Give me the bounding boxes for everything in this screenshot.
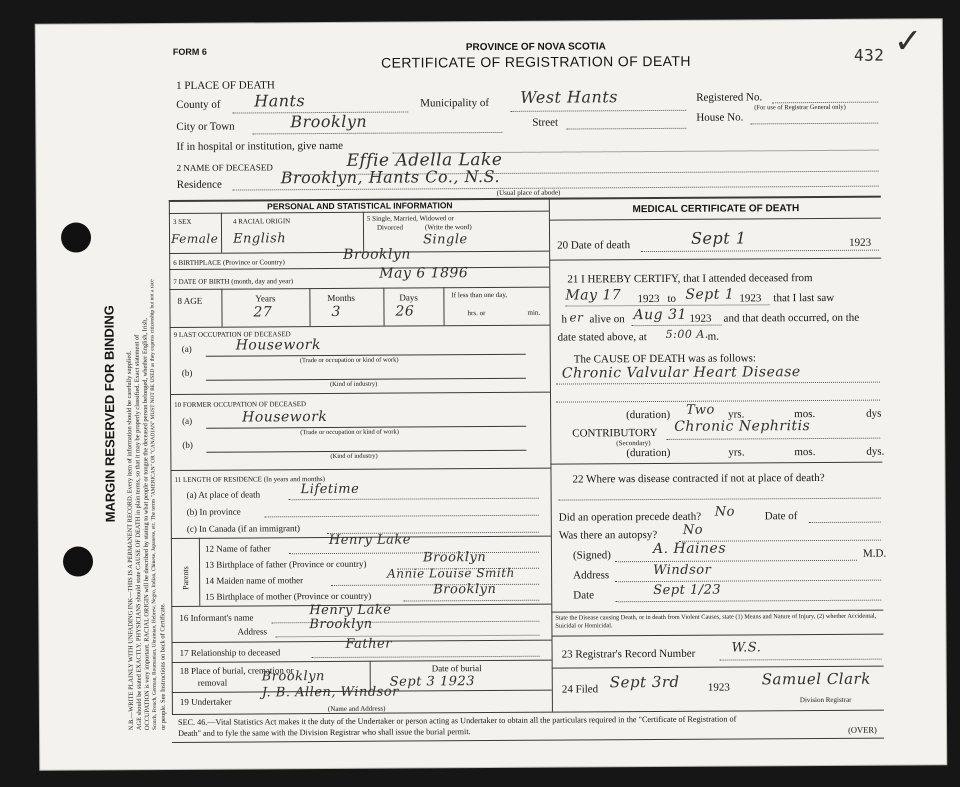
operation-label: Did an operation precede death? xyxy=(558,510,702,524)
sec46-line-2: Death" and to fyle the same with the Division Registrar who shall issue the burial permit. xyxy=(178,727,471,738)
undertaker-note: (Name and Address) xyxy=(327,704,386,714)
date-stated-text: date stated above, at xyxy=(557,331,647,344)
place-of-death-label: 1 PLACE OF DEATH xyxy=(176,79,275,92)
record-number-value: W.S. xyxy=(731,640,762,656)
date-of-birth-label: 7 DATE OF BIRTH (month, day and year) xyxy=(173,277,294,286)
alive-on-value: Aug 31 xyxy=(633,306,687,324)
length-of-residence-label: 11 LENGTH OF RESIDENCE (In years and months) xyxy=(174,475,325,484)
name-of-deceased-value: Effie Adella Lake xyxy=(346,149,503,171)
informant-name-label: 16 Informant's name xyxy=(179,612,254,623)
months-value: 3 xyxy=(331,303,341,320)
duration-dys-2: dys. xyxy=(866,445,885,458)
contributory-label: CONTRIBUTORY xyxy=(572,426,658,440)
residence-note: (Usual place of abode) xyxy=(496,188,561,197)
alive-prefix: h xyxy=(561,313,568,326)
birthplace-value: Brooklyn xyxy=(343,246,411,263)
cause-of-death-label: The CAUSE OF DEATH was as follows: xyxy=(573,352,756,366)
former-occupation-value: Housework xyxy=(242,409,328,426)
medical-heading: MEDICAL CERTIFICATE OF DEATH xyxy=(632,203,800,216)
attended-to-value: Sept 1 xyxy=(685,286,735,303)
registered-no-note: (For use of Registrar General only) xyxy=(754,103,846,112)
burial-place-label-2: removal xyxy=(197,677,228,688)
mother-name-value: Annie Louise Smith xyxy=(387,565,515,581)
mother-name-label: 14 Maiden name of mother xyxy=(205,575,304,586)
burial-place-value: Brooklyn xyxy=(261,669,325,685)
secondary-note: (Secondary) xyxy=(616,439,651,448)
certificate-date-label: Date xyxy=(573,589,595,602)
former-occupation-a: (a) xyxy=(182,415,193,426)
alive-on-year: 1923 xyxy=(689,312,712,325)
days-value: 26 xyxy=(395,303,415,320)
months-label: Months xyxy=(327,292,355,303)
physician-address-label: Address xyxy=(573,569,610,582)
father-birthplace-value: Brooklyn xyxy=(422,550,487,566)
mother-birthplace-label: 15 Birthplace of mother (Province or country) xyxy=(205,590,372,602)
duration-mos-2: mos. xyxy=(794,446,816,459)
former-industry-note: (Kind of industry) xyxy=(330,452,378,460)
municipality-value: West Hants xyxy=(520,87,619,107)
city-value: Brooklyn xyxy=(290,111,368,132)
undertaker-label: 19 Undertaker xyxy=(179,696,232,707)
in-province-label: (b) In province xyxy=(186,506,241,517)
attended-from-year: 1923 xyxy=(637,292,660,306)
filed-label: 24 Filed xyxy=(561,683,599,696)
over-label: (OVER) xyxy=(848,724,877,735)
registered-no-label: Registered No. xyxy=(696,91,763,104)
last-occupation-b: (b) xyxy=(181,367,193,378)
margin-instructions-4: Scotch, French, German, Roumanian, Ukrainian, Hebrew, Negro, Indian, Chinese, Japanese, etc. The terms "AMERICAN" OR "CANADIAN" MUST NOT BE USED as they express citizenship but not a race xyxy=(149,279,159,731)
alive-on-label: alive on xyxy=(589,313,625,326)
physician-address-value: Windsor xyxy=(653,562,712,579)
attended-from-value: May 17 xyxy=(565,287,622,304)
alive-fill: er xyxy=(569,310,584,325)
violent-causes-note: State the Disease causing Death, or in death from Violent Causes, state (1) Means and Nature of Injury, (2) whether Accidental, Suicidal or Homicidal. xyxy=(555,612,877,630)
years-label: Years xyxy=(255,293,276,304)
last-saw-label: that I last saw xyxy=(773,291,835,305)
birthplace-label: 6 BIRTHPLACE (Province or Country) xyxy=(173,258,285,267)
duration-dys: dys xyxy=(866,407,882,420)
marital-label-1: 5 Single, Married, Widowed or xyxy=(366,214,455,223)
place-of-death-residence-label: (a) At place of death xyxy=(186,489,261,500)
margin-instructions-3: OCCUPATION is very important. RACIAL ORIGIN will be described by stating to what people or tongue the deceased person belonged, whether English, Irish, xyxy=(141,318,152,731)
relationship-value: Father xyxy=(345,636,392,652)
date-of-death-year: 1923 xyxy=(849,236,872,249)
binding-hole-top xyxy=(61,222,91,252)
record-number-label: 23 Registrar's Record Number xyxy=(561,647,696,661)
md-label: M.D. xyxy=(862,547,887,560)
filed-year: 1923 xyxy=(707,681,730,694)
filed-value: Sept 3rd xyxy=(609,672,680,692)
father-birthplace-label: 13 Birthplace of father (Province or country) xyxy=(205,558,367,570)
mother-birthplace-value: Brooklyn xyxy=(433,581,497,598)
informant-address-value: Brooklyn xyxy=(309,616,373,633)
page-number: 432 xyxy=(853,45,885,65)
former-trade-note: (Trade or occupation or kind of work) xyxy=(300,428,399,437)
informant-address-label: Address xyxy=(237,626,267,637)
autopsy-label: Was there an autopsy? xyxy=(558,528,658,542)
municipality-label: Municipality of xyxy=(420,97,490,110)
last-occupation-value: Housework xyxy=(235,337,321,354)
certificate-paper xyxy=(36,19,947,770)
duration-label: (duration) xyxy=(626,408,671,422)
name-of-deceased-label: 2 NAME OF DECEASED xyxy=(176,162,273,173)
signed-value: A. Haines xyxy=(652,540,727,558)
marital-value: Single xyxy=(423,232,468,248)
burial-date-label: Date of burial xyxy=(431,663,482,674)
last-occupation-label: 9 LAST OCCUPATION OF DECEASED xyxy=(173,330,291,339)
contributory-value: Chronic Nephritis xyxy=(674,418,811,435)
duration-yrs-2: yrs. xyxy=(728,446,745,459)
margin-instructions-2: AGE should be stated EXACTLY. PHYSICIANS should state CAUSE OF DEATH in plain terms, so that it may be properly classified. Exact statement of xyxy=(133,334,144,731)
hospital-label: If in hospital or institution, give name xyxy=(176,139,344,153)
cause-of-death-value: Chronic Valvular Heart Disease xyxy=(561,364,801,382)
county-label: County of xyxy=(176,98,221,111)
certificate-date-value: Sept 1/23 xyxy=(653,582,722,599)
marital-label-2: Divorced xyxy=(376,223,404,232)
marital-label-3: (Write the word) xyxy=(424,223,472,232)
signed-label: (Signed) xyxy=(572,549,611,562)
relationship-label: 17 Relationship to deceased xyxy=(179,647,281,658)
last-trade-note: (Trade or occupation or kind of work) xyxy=(299,356,399,365)
duration-mos: mos. xyxy=(794,408,816,421)
contracted-label: 22 Where was disease contracted if not at place of death? xyxy=(572,471,825,486)
burial-place-label-1: 18 Place of burial, cremation or xyxy=(179,665,294,676)
date-of-death-value: Sept 1 xyxy=(690,228,747,248)
form-number: FORM 6 xyxy=(172,46,207,57)
sex-value: Female xyxy=(171,231,219,246)
in-canada-label: (c) In Canada (if an immigrant) xyxy=(186,523,301,534)
last-occupation-a: (a) xyxy=(181,343,192,354)
less-than-day-label: If less than one day, xyxy=(451,290,508,300)
date-of-death-label: 20 Date of death xyxy=(557,239,631,252)
years-value: 27 xyxy=(253,304,273,321)
to-label: to xyxy=(667,292,677,305)
burial-date-value: Sept 3 1923 xyxy=(389,674,476,690)
residence-label: Residence xyxy=(176,178,222,191)
margin-reserved-label: MARGIN RESERVED FOR BINDING xyxy=(101,305,118,523)
certificate-title: CERTIFICATE OF REGISTRATION OF DEATH xyxy=(381,52,691,71)
registrar-signature: Samuel Clark xyxy=(761,669,871,689)
min-label: min. xyxy=(527,308,541,317)
street-label: Street xyxy=(532,116,559,129)
undertaker-value: J. B. Allen, Windsor xyxy=(261,684,399,701)
age-label: 8 AGE xyxy=(177,295,203,306)
province-heading: PROVINCE OF NOVA SCOTIA xyxy=(465,41,606,54)
racial-origin-value: English xyxy=(232,231,287,247)
duration-yrs: yrs. xyxy=(728,408,745,421)
attended-to-year: 1923 xyxy=(739,292,762,305)
date-of-birth-value: May 6 1896 xyxy=(379,265,469,282)
parents-side-label: Parents xyxy=(181,566,191,590)
residence-value: Brooklyn, Hants Co., N.S. xyxy=(280,166,501,188)
death-occurred-text: and that death occurred, on the xyxy=(723,311,860,325)
autopsy-value: No xyxy=(682,522,704,538)
sec46-line-1: SEC. 46.—Vital Statistics Act makes it the duty of the Undertaker or person acting as Undertaker to obtain all the particulars required in the "Certificate of Registration of xyxy=(177,714,737,727)
former-occupation-b: (b) xyxy=(182,439,193,450)
margin-instructions-5: or people. See Instructions on back of Certificate. xyxy=(159,603,168,731)
division-registrar-note: Division Registrar xyxy=(799,695,852,705)
former-occupation-label: 10 FORMER OCCUPATION OF DECEASED xyxy=(174,400,307,409)
personal-heading: PERSONAL AND STATISTICAL INFORMATION xyxy=(267,200,453,212)
operation-value: No xyxy=(714,504,735,520)
duration-value: Two xyxy=(686,402,715,418)
time-suffix: m. xyxy=(707,330,719,343)
racial-origin-label: 4 RACIAL ORIGIN xyxy=(232,217,291,226)
certify-text: 21 I HEREBY CERTIFY, that I attended deceased from xyxy=(567,272,813,286)
duration-label-2: (duration) xyxy=(626,446,671,460)
county-value: Hants xyxy=(254,91,306,111)
place-of-death-residence-value: Lifetime xyxy=(300,481,360,498)
date-of-label: Date of xyxy=(764,510,798,523)
last-industry-note: (Kind of industry) xyxy=(329,380,378,388)
city-label: City or Town xyxy=(176,120,235,133)
father-name-value: Henry Lake xyxy=(328,532,411,548)
margin-instructions-1: N.B.—WRITE PLAINLY WITH UNFADING INK—THIS IS A PERMANENT RECORD. Every item of information should be carefully supplied. xyxy=(125,350,136,731)
binding-hole-bottom xyxy=(63,546,93,576)
house-no-label: House No. xyxy=(696,111,744,124)
father-name-label: 12 Name of father xyxy=(204,543,271,554)
sex-label: 3 SEX xyxy=(172,217,192,226)
days-label: Days xyxy=(399,292,418,303)
informant-name-value: Henry Lake xyxy=(309,602,392,619)
time-of-death-value: 5:00 A. xyxy=(665,327,709,341)
check-mark: ✓ xyxy=(893,21,923,62)
hrs-label: hrs. or xyxy=(467,309,486,318)
